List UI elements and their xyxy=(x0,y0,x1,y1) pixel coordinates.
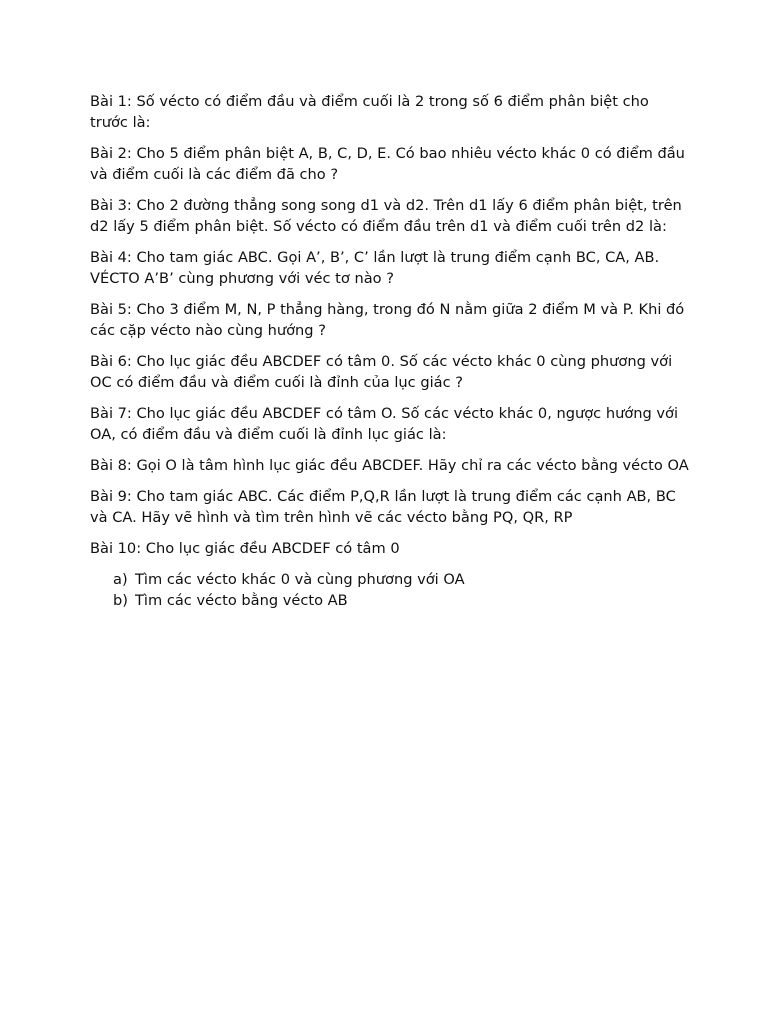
document-page xyxy=(90,91,690,611)
exercise-2: Bài 2: Cho 5 điểm phân biệt A, B, C, D, E. Có bao nhiêu vécto khác 0 có điểm đầu và điểm cuối là các điểm đã cho ? xyxy=(90,145,685,183)
list-item-text: Tìm các vécto khác 0 và cùng phương với OA xyxy=(135,571,465,588)
exercise-5: Bài 5: Cho 3 điểm M, N, P thẳng hàng, trong đó N nằm giữa 2 điểm M và P. Khi đó các cặp vécto nào cùng hướng ? xyxy=(90,301,685,339)
list-marker: b) xyxy=(113,592,128,609)
list-item-text: Tìm các vécto bằng vécto AB xyxy=(135,592,348,609)
exercise-3: Bài 3: Cho 2 đường thẳng song song d1 và d2. Trên d1 lấy 6 điểm phân biệt, trên d2 lấy 5 điểm phân biệt. Số vécto có điểm đầu trên d1 và điểm cuối trên d2 là: xyxy=(90,197,682,235)
exercise-1: Bài 1: Số vécto có điểm đầu và điểm cuối là 2 trong số 6 điểm phân biệt cho trước là: xyxy=(90,93,649,131)
exercise-10-subitems xyxy=(90,569,690,611)
list-marker: a) xyxy=(113,571,128,588)
exercise-10: Bài 10: Cho lục giác đều ABCDEF có tâm 0 xyxy=(90,540,400,557)
list-item xyxy=(90,569,690,590)
exercise-4: Bài 4: Cho tam giác ABC. Gọi A’, B’, C’ lần lượt là trung điểm cạnh BC, CA, AB. VÉCTO A’B’ cùng phương với véc tơ nào ? xyxy=(90,249,660,287)
exercise-9: Bài 9: Cho tam giác ABC. Các điểm P,Q,R lần lượt là trung điểm các cạnh AB, BC và CA. Hãy vẽ hình và tìm trên hình vẽ các vécto bằng PQ, QR, RP xyxy=(90,488,676,526)
exercise-7: Bài 7: Cho lục giác đều ABCDEF có tâm O. Số các vécto khác 0, ngược hướng với OA, có điểm đầu và điểm cuối là đỉnh lục giác là: xyxy=(90,405,679,443)
list-item xyxy=(90,590,690,611)
exercise-6: Bài 6: Cho lục giác đều ABCDEF có tâm 0. Số các vécto khác 0 cùng phương với OC có điểm đầu và điểm cuối là đỉnh của lục giác ? xyxy=(90,353,673,391)
exercise-8: Bài 8: Gọi O là tâm hình lục giác đều ABCDEF. Hãy chỉ ra các vécto bằng vécto OA xyxy=(90,457,689,474)
